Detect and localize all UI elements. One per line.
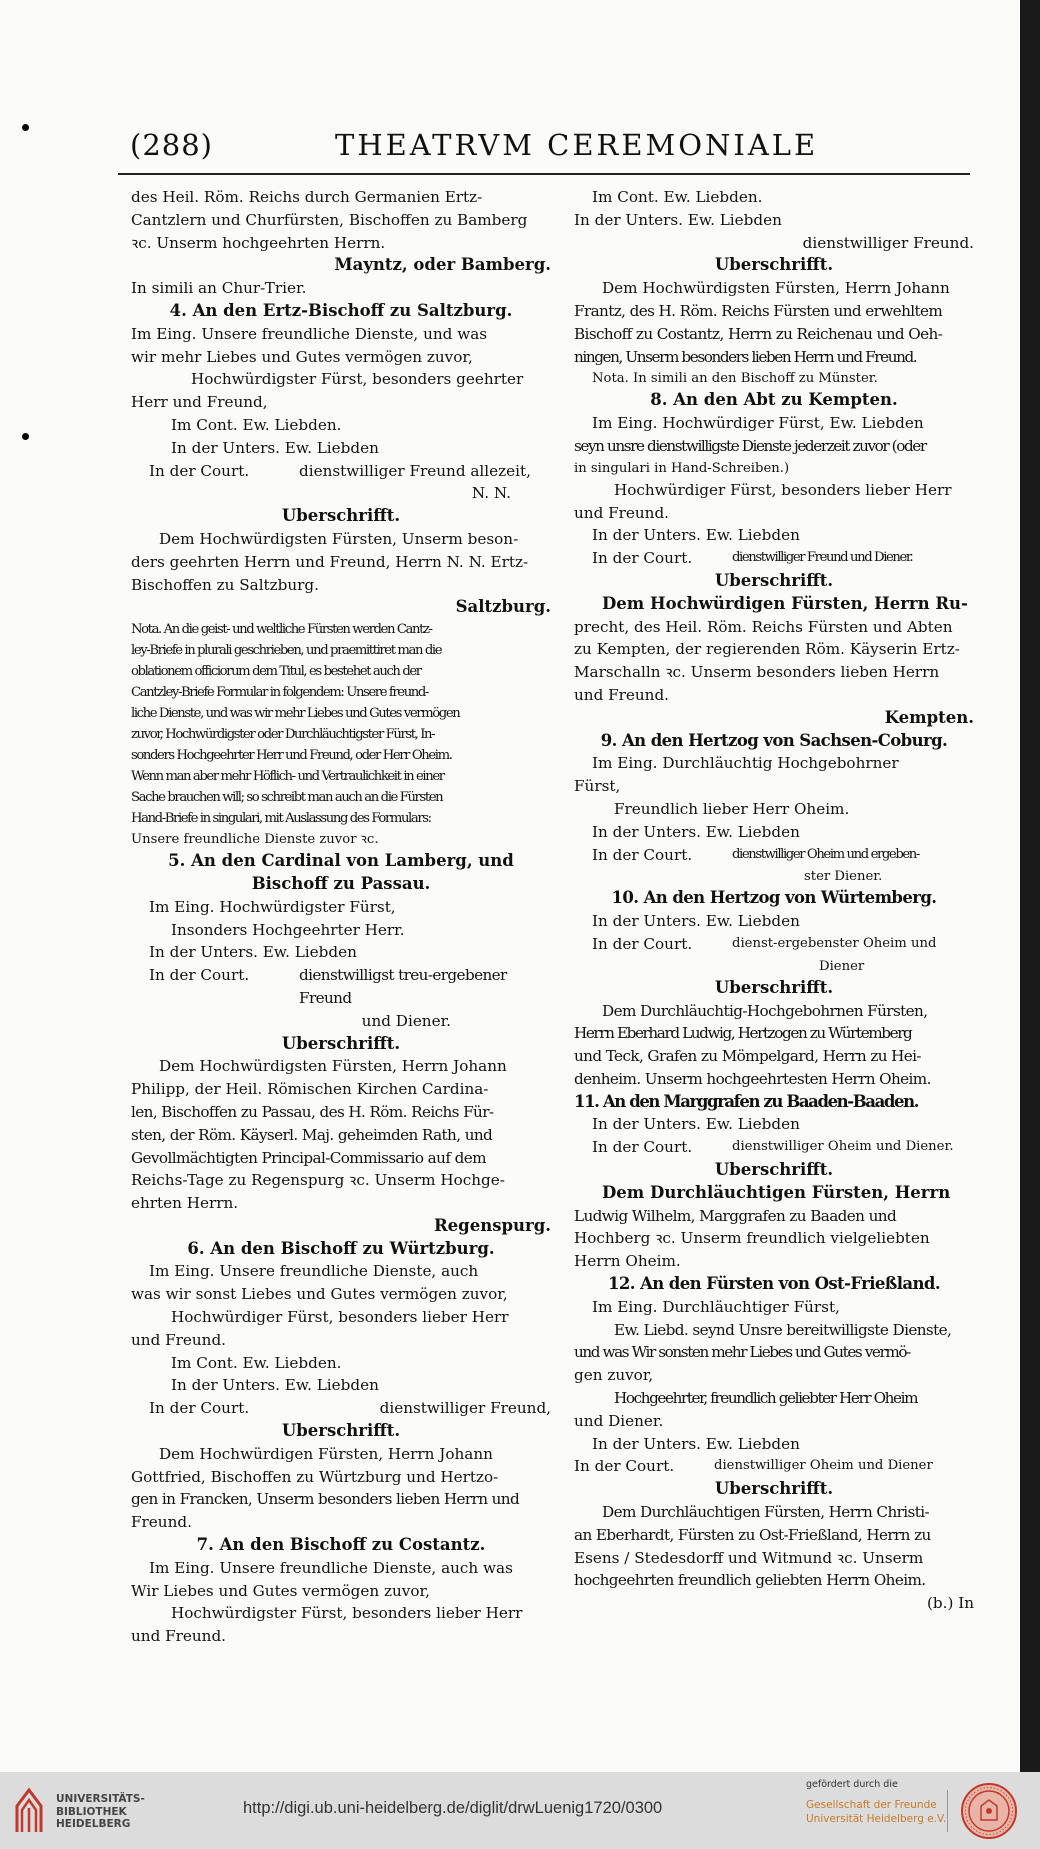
text-line: Cantzlern und Churfürsten, Bischoffen zu Bamberg [131,210,528,229]
right-column [574,186,974,1615]
footer-divider [947,1790,948,1832]
catchword: (b.) In [926,1594,974,1613]
subheading: Uberschrifft. [281,1033,401,1053]
text-line: Bischoff zu Costantz, Herrn zu Reichenau und Oeh- [574,324,943,343]
text-line: In der Unters. Ew. Liebden [592,526,800,545]
text-line: Ew. Liebd. seynd Unsre bereitwilligste Dienste, [614,1320,952,1339]
text-line: Hochberg ꝛc. Unserm freundlich vielgeliebten [574,1229,930,1248]
text-line: Ludwig Wilhelm, Marggrafen zu Baaden und [574,1206,897,1225]
text-line: In der Unters. Ew. Liebden [592,1434,800,1453]
subheading: Uberschrifft. [714,1479,834,1499]
text-line: Freund. [131,1513,192,1532]
court-text: dienstwilliger Oheim und Diener [714,1458,933,1474]
note-line: Wenn man aber mehr Höflich- und Vertraulichkeit in einer [131,769,444,785]
text-line: Dem Hochwürdigsten Fürsten, Herrn Johann [602,279,950,298]
court-text: dienstwilliger Oheim und ergeben- [732,846,919,862]
text-line: Frantz, des H. Röm. Reichs Fürsten und erwehltem [574,301,943,320]
closing-formula [574,933,974,956]
text-line: In der Unters. Ew. Liebden [574,210,782,229]
section-heading: 4. An den Ertz-Bischoff zu Saltzburg. [169,300,513,320]
court-text: dienstwilliger Freund und Diener. [732,550,913,566]
text-line: In der Unters. Ew. Liebden [171,438,379,457]
text-line: denheim. Unserm hochgeehrtesten Herrn Oheim. [574,1069,931,1088]
text-line: len, Bischoffen zu Passau, des H. Röm. Reichs Für- [131,1102,494,1121]
note-line: Nota. An die geist- und weltliche Fürsten werden Cantz- [131,622,432,638]
text-line: dienstwilliger Freund. [802,233,974,252]
section-heading: 12. An den Fürsten von Ost-Frießland. [608,1274,940,1294]
text-line: Wir Liebes und Gutes vermögen zuvor, [131,1581,430,1600]
court-label: In der Court. [149,461,250,480]
text-line: Philipp, der Heil. Römischen Kirchen Cardina- [131,1080,489,1099]
court-text: dienstwilliger Freund allezeit, [299,461,531,480]
note-line: sonders Hochgeehrter Herr und Freund, oder Herr Oheim. [131,748,452,764]
text-line: Esens / Stedesdorff und Witmund ꝛc. Unserm [574,1548,924,1567]
note-line: Cantzley-Briefe Formular in folgendem: Unsere freund- [131,685,428,701]
text-line: und Diener. [574,1411,664,1430]
text-line: und Diener. [361,1011,451,1030]
text-line: Dem Hochwürdigsten Fürsten, Unserm beson- [159,529,519,548]
closing-formula [574,1455,974,1478]
text-line: ꝛc. Unserm hochgeehrten Herrn. [131,233,386,252]
text-line: Herr und Freund, [131,393,268,412]
text-line: ningen, Unserm besonders lieben Herrn und Freund. [574,347,917,366]
text-line: Dem Hochwürdigen Fürsten, Herrn Johann [159,1444,493,1463]
note-line: Nota. In simili an den Bischoff zu Münster. [592,371,878,387]
text-line: Dem Hochwürdigsten Fürsten, Herrn Johann [159,1057,507,1076]
court-label: In der Court. [592,934,693,953]
left-column [131,186,551,1648]
text-line: Dem Durchläuchtigen Fürsten, Herrn [602,1182,951,1202]
margin-dot [22,124,29,131]
court-text: dienstwilligst treu-ergebener Freund [299,966,507,1007]
text-line: Hochgeehrter, freundlich geliebter Herr Oheim [614,1389,918,1408]
text-line: ders geehrten Herrn und Freund, Herrn N. N. Ertz- [131,552,529,571]
text-line: Gottfried, Bischoffen zu Würtzburg und Hertzo- [131,1467,499,1486]
text-line: sten, der Röm. Käyserl. Maj. geheimden Rath, und [131,1125,493,1144]
text-line: wir mehr Liebes und Gutes vermögen zuvor, [131,347,473,366]
section-heading: Bischoff zu Passau. [251,873,431,893]
text-line: Diener [819,958,865,974]
text-line: zu Kempten, der regierenden Röm. Käyserin Ertz- [574,640,960,659]
text-line: precht, des Heil. Röm. Reichs Fürsten und Abten [574,617,953,636]
running-title: THEATRVM CEREMONIALE [335,128,819,162]
text-line: was wir sonst Liebes und Gutes vermögen zuvor, [131,1285,508,1304]
text-line: Im Eing. Unsere freundliche Dienste, auch was [149,1558,513,1577]
section-heading: 9. An den Hertzog von Sachsen-Coburg. [600,730,948,750]
place-heading: Kempten. [884,707,974,727]
page-number: (288) [130,128,213,162]
text-line: hochgeehrten freundlich geliebten Herrn Oheim. [574,1571,926,1590]
text-line: Im Eing. Unsere freundliche Dienste, und was [131,324,488,343]
place-heading: Regenspurg. [433,1215,551,1235]
text-line: Fürst, [574,777,621,796]
text-line: und Freund. [574,503,670,522]
text-line: gen zuvor, [574,1366,654,1385]
court-label: In der Court. [149,1399,250,1418]
subheading: Uberschrifft. [714,977,834,997]
place-heading: Mayntz, oder Bamberg. [334,255,551,275]
text-line: Bischoffen zu Saltzburg. [131,575,319,594]
funded-by-text: gefördert durch die [806,1779,898,1790]
note-line: liche Dienste, und was wir mehr Liebes und Gutes vermögen [131,706,460,722]
text-line: und Freund. [131,1627,227,1646]
text-line: Dem Durchläuchtig-Hochgebohrnen Fürsten, [602,1001,928,1020]
text-line: Hochwürdigster Fürst, besonders lieber Herr [171,1604,523,1623]
text-line: ster Diener. [804,869,883,885]
subheading: Uberschrifft. [714,255,834,275]
court-label: In der Court. [592,845,693,864]
page-edge-shadow [1020,0,1040,1772]
library-name [56,1793,145,1831]
closing-formula [574,1136,974,1159]
text-line: Im Eing. Hochwürdiger Fürst, Ew. Liebden [592,414,924,433]
note-line: ley-Briefe in plurali geschrieben, und praemittiret man die [131,643,442,659]
closing-formula [131,460,551,483]
subheading: Uberschrifft. [714,1160,834,1180]
note-line: Sache brauchen will; so schreibt man auch an die Fürsten [131,790,443,806]
permalink-url[interactable]: http://digi.ub.uni-heidelberg.de/diglit/drwLuenig1720/0300 [243,1799,663,1817]
text-line: Im Cont. Ew. Liebden. [592,188,763,206]
text-line: Hochwürdiger Fürst, besonders lieber Herr [171,1308,509,1327]
text-line: und Freund. [131,1330,227,1349]
library-line: BIBLIOTHEK [56,1805,127,1818]
court-label: In der Court. [592,549,693,568]
text-line: und Freund. [574,685,670,704]
margin-dot [22,433,29,440]
section-heading: 10. An den Hertzog von Würtemberg. [611,888,937,908]
text-line: des Heil. Röm. Reichs durch Germanien Ertz- [131,188,483,206]
section-heading: 8. An den Abt zu Kempten. [650,390,898,410]
section-heading: 11. An den Marggrafen zu Baaden-Baaden. [574,1091,919,1111]
text-line: Hochwürdiger Fürst, besonders lieber Herr [614,480,952,499]
text-line: Im Cont. Ew. Liebden. [171,1353,342,1372]
library-line: HEIDELBERG [56,1818,131,1830]
text-line: gen in Francken, Unserm besonders lieben Herrn und [131,1490,520,1509]
subheading: Uberschrifft. [714,570,834,590]
note-line: oblationem officiorum dem Titul, es bestehet auch der [131,664,421,680]
closing-formula [574,844,974,867]
note-line: Hand-Briefe in singulari, mit Auslassung des Formulars: [131,811,431,827]
text-line: Dem Durchläuchtigen Fürsten, Herrn Christi- [602,1503,930,1522]
text-line: Gevollmächtigten Principal-Commissario auf dem [131,1148,486,1167]
section-heading: 6. An den Bischoff zu Würtzburg. [187,1238,495,1258]
society-line: Universität Heidelberg e.V. [806,1813,947,1825]
society-line: Gesellschaft der Freunde [806,1799,937,1811]
text-line: Freundlich lieber Herr Oheim. [614,799,850,818]
ub-heidelberg-logo-icon [13,1786,45,1834]
court-label: In der Court. [149,966,250,985]
closing-formula [131,964,551,1010]
closing-formula [574,547,974,570]
page-header [130,128,970,168]
text-line: seyn unsre dienstwilligste Dienste jederzeit zuvor (oder [574,436,926,455]
text-line: ehrten Herrn. [131,1194,239,1213]
text-line: Hochwürdigster Fürst, besonders geehrter [191,370,524,389]
note-line: Unsere freundliche Dienste zuvor ꝛc. [131,832,379,848]
text-line: In der Unters. Ew. Liebden [592,822,800,841]
text-line: Herrn Oheim. [574,1252,681,1271]
text-line: Im Eing. Durchläuchtiger Fürst, [592,1297,840,1316]
header-rule [118,173,970,175]
note-line: zuvor, Hochwürdigster oder Durchläuchtigster Fürst, In- [131,727,435,743]
court-label: In der Court. [592,1138,693,1157]
viewer-footer [0,1772,1040,1849]
text-line: in singulari in Hand-Schreiben.) [574,460,790,476]
text-line: Insonders Hochgeehrter Herr. [171,920,405,939]
text-line: Reichs-Tage zu Regenspurg ꝛc. Unserm Hochge- [131,1171,505,1190]
section-heading: 5. An den Cardinal von Lamberg, und [168,851,514,871]
court-label: In der Court. [574,1457,675,1476]
text-line: Im Eing. Hochwürdigster Fürst, [149,897,396,916]
court-text: dienstwilliger Freund, [379,1399,551,1418]
text-line: In der Unters. Ew. Liebden [171,1376,379,1395]
text-line: Dem Hochwürdigen Fürsten, Herrn Ru- [602,593,968,613]
text-line: Im Eing. Unsere freundliche Dienste, auch [149,1262,479,1281]
text-line: In der Unters. Ew. Liebden [149,943,357,962]
society-name [806,1798,946,1826]
text-line: und was Wir sonsten mehr Liebes und Gutes vermö- [574,1343,910,1362]
signature: N. N. [471,484,511,503]
court-text: dienstwilliger Oheim und Diener. [732,1139,954,1155]
text-line: an Eberhardt, Fürsten zu Ost-Frießland, Herrn zu [574,1525,931,1544]
subheading: Uberschrifft. [281,1421,401,1441]
section-heading: 7. An den Bischoff zu Costantz. [196,1535,486,1555]
text-line: Herrn Eberhard Ludwig, Hertzogen zu Würtemberg [574,1024,912,1043]
text-line: Marschalln ꝛc. Unserm besonders lieben Herrn [574,663,940,682]
text-line: In der Unters. Ew. Liebden [592,1115,800,1134]
text-line: Im Cont. Ew. Liebden. [171,415,342,434]
text-line: und Teck, Grafen zu Mömpelgard, Herrn zu Hei- [574,1047,921,1066]
text-line: In der Unters. Ew. Liebden [592,912,800,931]
text-line: In simili an Chur-Trier. [131,279,307,298]
court-text: dienst-ergebenster Oheim und [732,935,937,951]
text-line: Im Eing. Durchläuchtig Hochgebohrner [592,754,899,773]
place-heading: Saltzburg. [455,597,551,617]
closing-formula [131,1397,551,1420]
library-line: UNIVERSITÄTS- [56,1793,145,1805]
university-seal-icon [960,1782,1018,1840]
subheading: Uberschrifft. [281,506,401,526]
